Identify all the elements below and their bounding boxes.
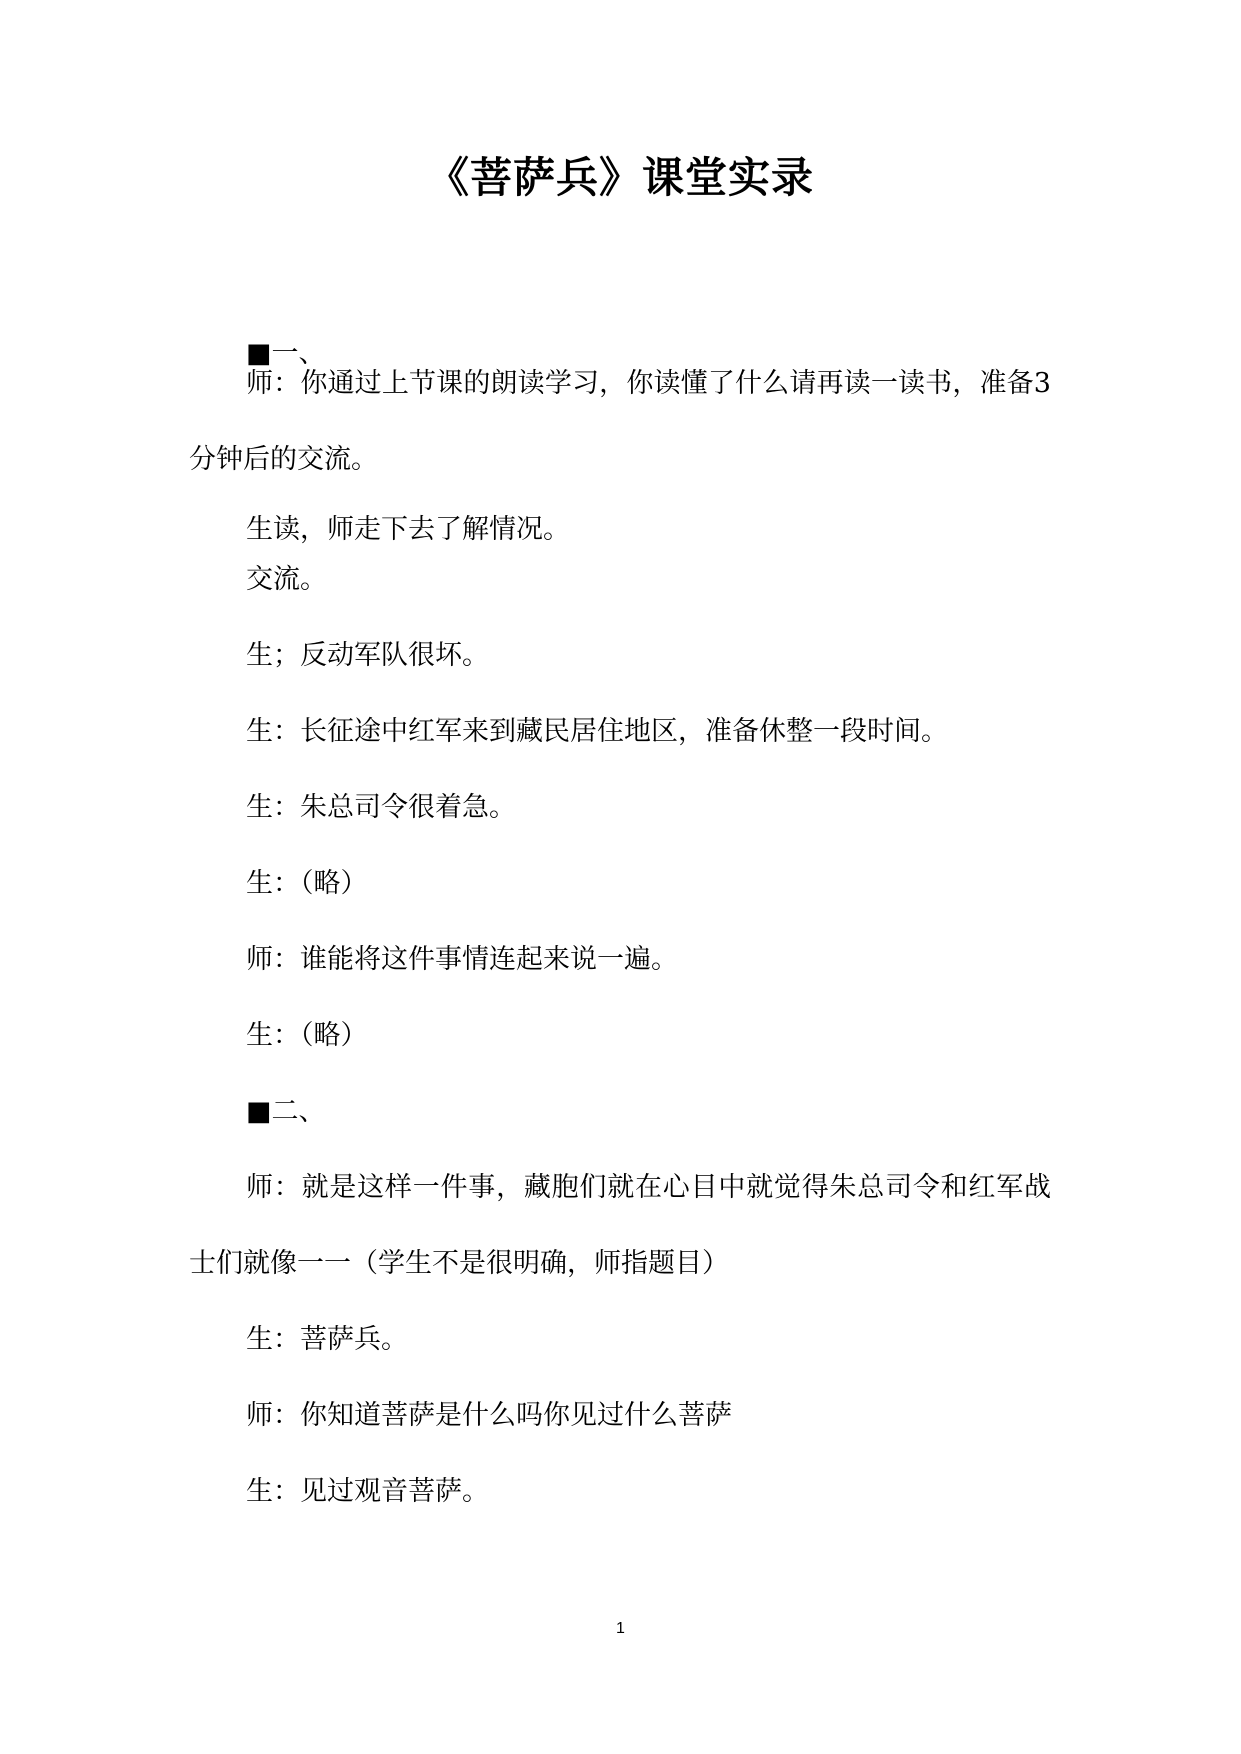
section-heading: ■二、 (246, 1096, 326, 1127)
paragraph: 师：谁能将这件事情连起来说一遍。 (246, 944, 678, 975)
paragraph: 师：你知道菩萨是什么吗你见过什么菩萨 (246, 1400, 732, 1431)
paragraph: 师：你通过上节课的朗读学习，你读懂了什么请再读一读书，准备3分钟后的交流。 (189, 368, 1051, 475)
paragraph: 生：见过观音菩萨。 (246, 1476, 489, 1507)
paragraph: 生：（略） (246, 1020, 368, 1051)
paragraph: 生：朱总司令很着急。 (246, 792, 516, 823)
section-heading: ■一、 (246, 338, 326, 369)
paragraph: 生：（略） (246, 868, 368, 899)
paragraph: 生：菩萨兵。 (246, 1324, 408, 1355)
paragraph: 生；反动军队很坏。 (246, 640, 489, 671)
paragraph: 生：长征途中红军来到藏民居住地区，准备休整一段时间。 (246, 716, 948, 747)
page-number: 1 (616, 1620, 625, 1637)
paragraph: 交流。 (246, 564, 327, 595)
document-title: 《菩萨兵》课堂实录 (426, 153, 814, 202)
paragraph: 生读，师走下去了解情况。 (246, 514, 570, 545)
paragraph: 师：就是这样一件事，藏胞们就在心目中就觉得朱总司令和红军战士们就像一一（学生不是很明确，师指题目） (189, 1172, 1051, 1279)
